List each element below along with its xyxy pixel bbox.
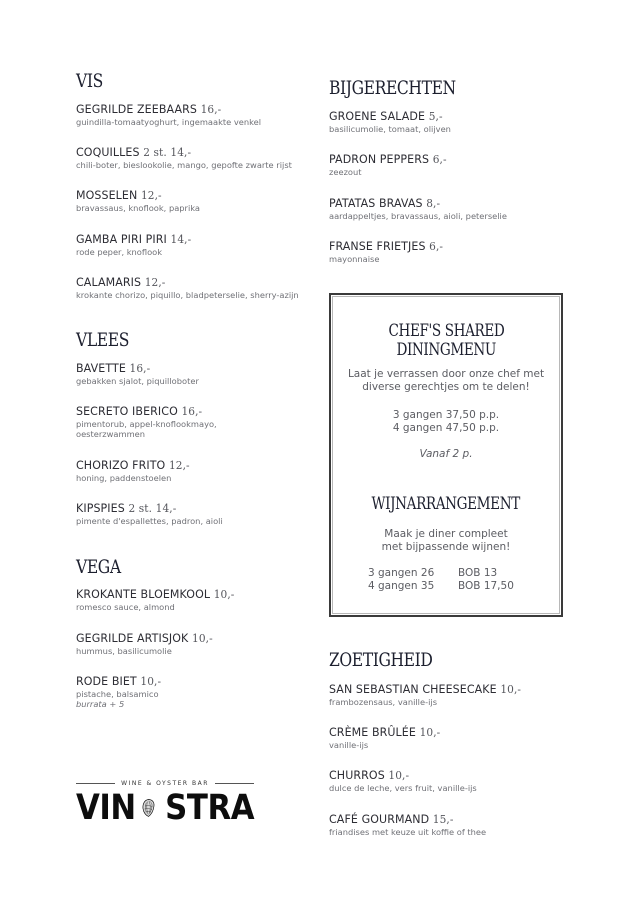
menu-item bbox=[76, 357, 326, 386]
vinostra-logo bbox=[76, 780, 254, 826]
item-name: CALAMARIS bbox=[76, 275, 142, 289]
item-name: CHORIZO FRITO bbox=[76, 458, 166, 472]
item-name: PADRON PEPPERS bbox=[329, 152, 430, 166]
item-name: PATATAS BRAVAS bbox=[329, 196, 423, 210]
logo-tagline: WINE & OYSTER BAR bbox=[121, 780, 209, 787]
item-price: 15,- bbox=[432, 813, 454, 826]
menu-item bbox=[329, 678, 579, 707]
menu-item bbox=[329, 235, 579, 264]
chef-menu-intro: Laat je verrassen door onze chef met diverse gerechtjes om te delen! bbox=[347, 368, 545, 393]
item-description: friandises met keuze uit koffie of thee bbox=[329, 827, 487, 837]
menu-item bbox=[329, 764, 579, 793]
item-description: frambozensaus, vanille-ijs bbox=[329, 697, 438, 707]
item-price: 10,- bbox=[419, 726, 441, 739]
item-name: KIPSPIES bbox=[76, 501, 125, 515]
item-description: honing, paddenstoelen bbox=[76, 473, 172, 483]
item-price: 10,- bbox=[388, 769, 410, 782]
item-name: GEGRILDE ZEEBAARS bbox=[76, 102, 197, 116]
logo-word-left: VIN bbox=[76, 788, 136, 828]
item-quantity: 2 st. bbox=[143, 146, 167, 159]
item-price: 5,- bbox=[428, 110, 443, 123]
menu-item bbox=[329, 192, 579, 221]
item-description: aardappeltjes, bravassaus, aioli, peterselie bbox=[329, 211, 507, 221]
item-name: GAMBA PIRI PIRI bbox=[76, 232, 167, 246]
item-description: vanille-ijs bbox=[329, 740, 369, 750]
menu-item bbox=[76, 228, 326, 257]
item-description: basilicumolie, tomaat, olijven bbox=[329, 124, 451, 134]
menu-item bbox=[76, 497, 326, 526]
item-price: 16,- bbox=[181, 405, 203, 418]
chef-menu-note: Vanaf 2 p. bbox=[419, 448, 473, 460]
item-description: bravassaus, knoflook, paprika bbox=[76, 203, 201, 213]
wine-pairing-title: WIJNARRANGEMENT bbox=[371, 494, 521, 514]
menu-item bbox=[76, 627, 326, 656]
item-description: romesco sauce, almond bbox=[76, 602, 175, 612]
item-name: GEGRILDE ARTISJOK bbox=[76, 631, 189, 645]
wine-row: 4 gangen 35 BOB 17,50 bbox=[368, 580, 514, 592]
chef-menu-prices: 3 gangen 37,50 p.p. 4 gangen 47,50 p.p. bbox=[392, 409, 500, 434]
item-price: 10,- bbox=[500, 683, 522, 696]
item-price: 10,- bbox=[192, 632, 213, 645]
item-name: CRÈME BRÛLÉE bbox=[329, 725, 416, 739]
item-price: 12,- bbox=[168, 459, 190, 472]
item-description: pistache, balsamico bbox=[76, 689, 159, 699]
item-price: 14,- bbox=[155, 502, 177, 515]
item-price: 14,- bbox=[170, 146, 192, 159]
item-price: 14,- bbox=[170, 233, 192, 246]
item-name: BAVETTE bbox=[76, 361, 126, 375]
wine-pairing-intro: Maak je diner compleet met bijpassende wijnen! bbox=[381, 528, 511, 553]
item-description: gebakken sjalot, piquilloboter bbox=[76, 376, 199, 386]
item-price: 12,- bbox=[140, 189, 162, 202]
item-name: CAFÉ GOURMAND bbox=[329, 812, 430, 826]
section-title-zoetigheid: ZOETIGHEID bbox=[329, 649, 433, 671]
item-price: 16,- bbox=[129, 362, 151, 375]
wine-pairing-prices bbox=[368, 567, 514, 593]
item-description: pimente d'espallettes, padron, aioli bbox=[76, 516, 223, 526]
item-name: MOSSELEN bbox=[76, 188, 138, 202]
menu-item bbox=[76, 184, 326, 213]
item-description: dulce de leche, vers fruit, vanille-ijs bbox=[329, 783, 477, 793]
item-name: COQUILLES bbox=[76, 145, 140, 159]
divider bbox=[76, 783, 115, 784]
item-name: SAN SEBASTIAN CHEESECAKE bbox=[329, 682, 497, 696]
section-title-vlees: VLEES bbox=[76, 329, 129, 351]
section-title-vis: VIS bbox=[76, 70, 103, 92]
item-name: SECRETO IBERICO bbox=[76, 404, 178, 418]
item-quantity: 2 st. bbox=[128, 502, 153, 515]
menu-item bbox=[76, 454, 326, 483]
logo-word-right: STRA bbox=[165, 788, 254, 828]
item-description: chili-boter, bieslookolie, mango, gepofte zwarte rijst bbox=[76, 160, 292, 170]
section-title-bijgerechten: BIJGERECHTEN bbox=[329, 77, 456, 99]
item-description: krokante chorizo, piquillo, bladpeterselie, sherry-azijn bbox=[76, 290, 299, 300]
chef-menu-title: CHEF'S SHARED DININGMENU bbox=[388, 321, 504, 360]
item-description: guindilla-tomaatyoghurt, ingemaakte venkel bbox=[76, 117, 262, 127]
item-price: 16,- bbox=[200, 103, 222, 116]
item-name: FRANSE FRIETJES bbox=[329, 239, 426, 253]
item-description: pimentorub, appel-knoflookmayo, oesterzwammen bbox=[76, 419, 217, 439]
menu-item bbox=[76, 271, 326, 300]
item-price: 10,- bbox=[213, 588, 235, 601]
menu-item bbox=[76, 98, 326, 127]
item-price: 6,- bbox=[429, 240, 444, 253]
item-name: GROENE SALADE bbox=[329, 109, 426, 123]
item-description: hummus, basilicumolie bbox=[76, 646, 172, 656]
item-name: CHURROS bbox=[329, 768, 385, 782]
menu-item bbox=[76, 670, 326, 709]
menu-item bbox=[329, 105, 579, 134]
section-title-vega: VEGA bbox=[76, 556, 121, 578]
oyster-shell-icon bbox=[142, 790, 155, 826]
item-name: RODE BIET bbox=[76, 674, 137, 688]
menu-item bbox=[76, 400, 246, 439]
divider bbox=[215, 783, 254, 784]
menu-item bbox=[329, 148, 579, 177]
item-description: zeezout bbox=[329, 167, 362, 177]
item-name: KROKANTE BLOEMKOOL bbox=[76, 587, 211, 601]
chef-menu-box bbox=[329, 293, 563, 617]
item-description: rode peper, knoflook bbox=[76, 247, 163, 257]
item-description: mayonnaise bbox=[329, 254, 380, 264]
item-price: 8,- bbox=[426, 197, 441, 210]
wine-row: 3 gangen 26 BOB 13 bbox=[368, 567, 498, 579]
item-extra: burrata + 5 bbox=[76, 699, 125, 709]
item-price: 6,- bbox=[432, 153, 447, 166]
menu-item bbox=[76, 583, 326, 612]
menu-item bbox=[76, 141, 326, 170]
menu-item bbox=[329, 721, 579, 750]
item-price: 12,- bbox=[144, 276, 166, 289]
menu-item bbox=[329, 808, 579, 837]
item-price: 10,- bbox=[140, 675, 162, 688]
